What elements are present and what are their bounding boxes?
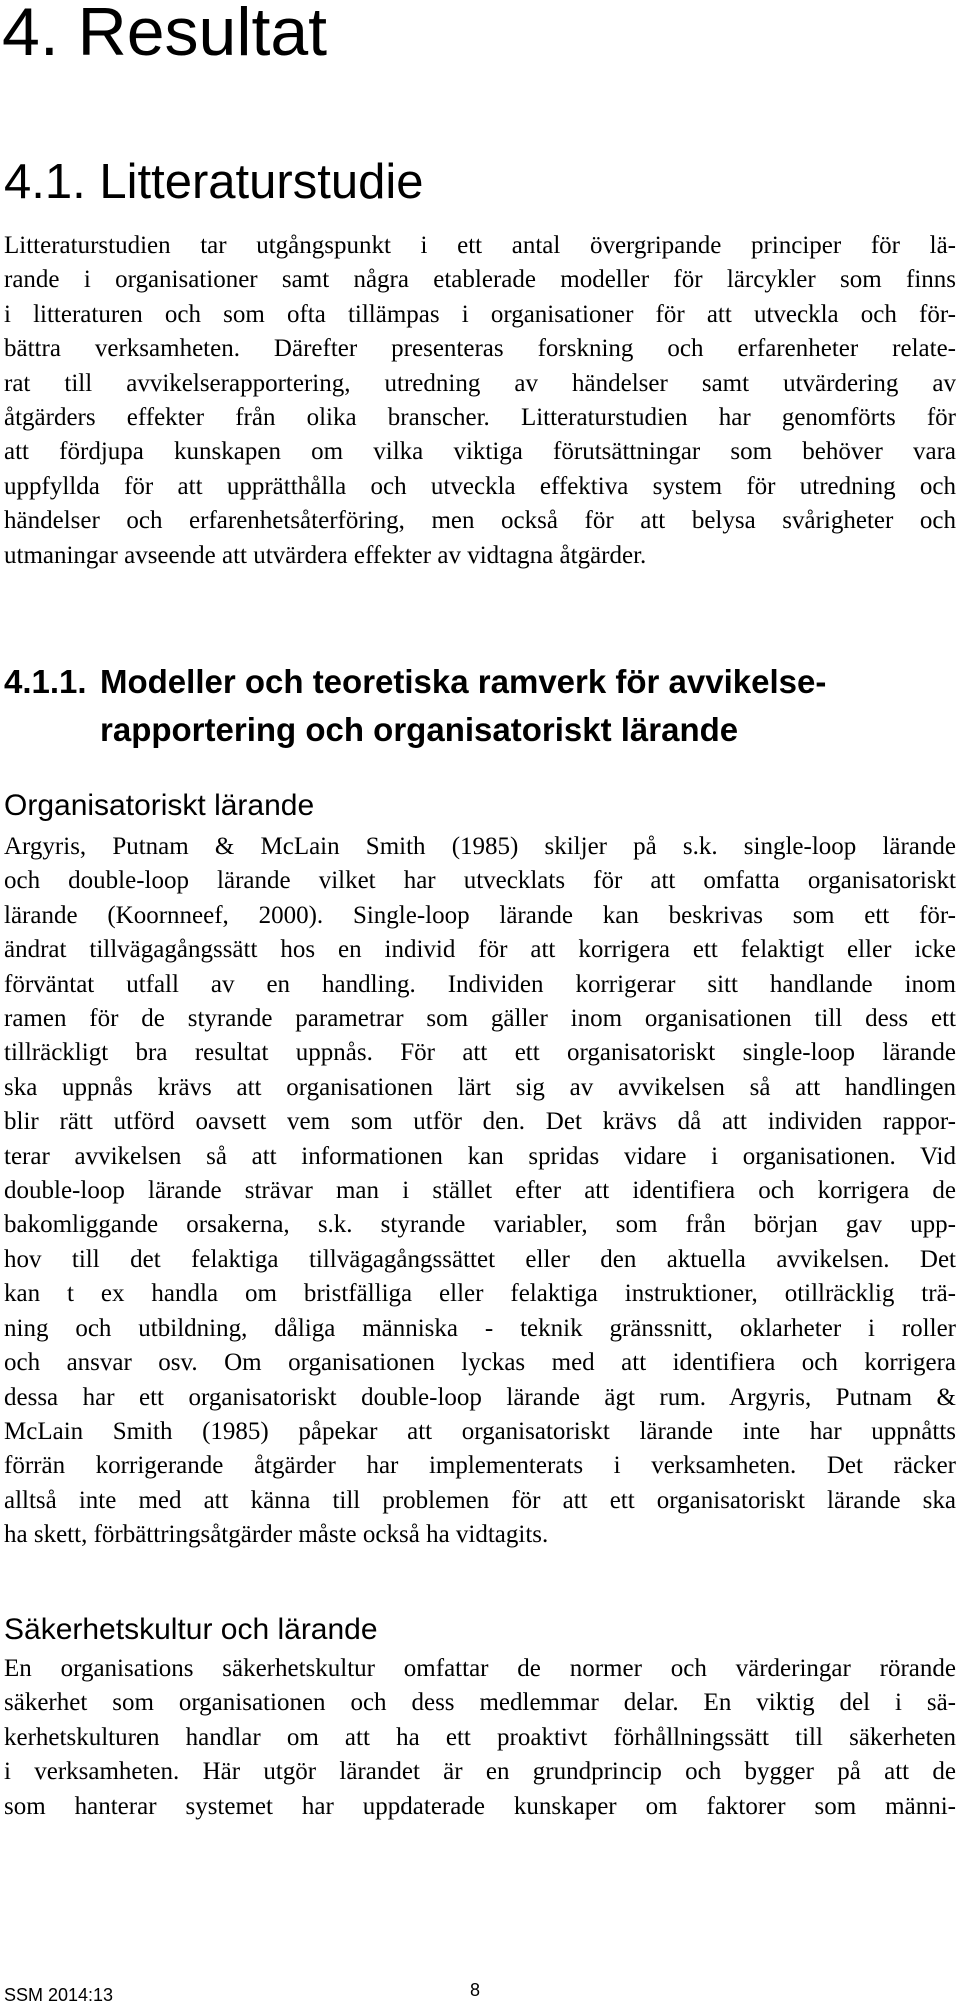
text-line: kan t ex handla om bristfälliga eller felaktiga instruktioner, otillräcklig trä- [4, 1280, 956, 1308]
text-line: utmaningar avseende att utvärdera effekter av vidtagna åtgärder. [4, 541, 647, 569]
text-line: händelser och erfarenhetsåterföring, men också för att belysa svårigheter och [4, 507, 956, 535]
text-line: ska uppnås krävs att organisationen lärt sig av avvikelsen så att handlingen [4, 1073, 956, 1101]
text-line: att fördjupa kunskapen om vilka viktiga förutsättningar som behöver vara [4, 438, 956, 466]
text-line: och ansvar osv. Om organisationen lyckas med att identifiera och korrigera [4, 1349, 956, 1377]
text-line: rande i organisationer samt några etablerade modeller för lärcykler som finns [4, 266, 956, 294]
text-line: rat till avvikelserapportering, utredning av händelser samt utvärdering av [4, 369, 956, 397]
text-line: uppfyllda för att upprätthålla och utveckla effektiva system för utredning och [4, 472, 956, 500]
subsection-heading: 4.1. Litteraturstudie [4, 155, 424, 209]
text-line: lärande (Koornneef, 2000). Single-loop lärande kan beskrivas som ett för- [4, 901, 956, 929]
subsubsection-title-line1: Modeller och teoretiska ramverk för avvikelse- [100, 663, 827, 700]
subsubsection-number: 4.1.1. [4, 663, 87, 700]
text-line: i litteraturen och som ofta tillämpas i organisationer för att utveckla och för- [4, 300, 956, 328]
subsubsection-heading [4, 658, 826, 754]
text-line: ramen för de styrande parametrar som gäller inom organisationen till dess ett [4, 1005, 956, 1033]
text-line: och double-loop lärande vilket har utvecklats för att omfatta organisatoriskt [4, 867, 956, 895]
footer-report-id: SSM 2014:13 [4, 1985, 114, 2005]
text-line: bakomliggande orsakerna, s.k. styrande variabler, som från början gav upp- [4, 1211, 956, 1239]
block-heading-organisational-learning: Organisatoriskt lärande [4, 789, 315, 822]
text-line: terar avvikelsen så att informationen kan spridas vidare i organisationen. Vid [4, 1142, 956, 1170]
text-line: alltså inte med att känna till problemen för att ett organisatoriskt lärande ska [4, 1486, 956, 1514]
text-line: double-loop lärande strävar man i stället efter att identifiera och korrigera de [4, 1177, 956, 1205]
section-heading: 4. Resultat [2, 0, 328, 70]
safety-culture-paragraph [4, 1652, 956, 1824]
subsubsection-title-line2: rapportering och organisatoriskt lärande [100, 711, 739, 748]
organisational-learning-paragraph [4, 830, 956, 1553]
text-line: McLain Smith (1985) påpekar att organisatoriskt lärande inte har uppnåtts [4, 1417, 956, 1445]
text-line: ha skett, förbättringsåtgärder måste också ha vidtagits. [4, 1521, 549, 1549]
text-line: En organisations säkerhetskultur omfattar de normer och värderingar rörande [4, 1655, 956, 1682]
text-line: förväntat utfall av en handling. Individen korrigerar sitt handlande inom [4, 970, 956, 998]
text-line: Litteraturstudien tar utgångspunkt i ett antal övergripande principer för lä- [4, 232, 956, 259]
text-line: tillräckligt bra resultat uppnås. För att ett organisatoriskt single-loop lärande [4, 1039, 956, 1067]
text-line: Argyris, Putnam & McLain Smith (1985) skiljer på s.k. single-loop lärande [4, 833, 956, 860]
text-line: kerhetskulturen handlar om att ha ett proaktivt förhållningssätt till säkerheten [4, 1723, 956, 1751]
footer-page-number: 8 [470, 1980, 481, 2000]
text-line: åtgärders effekter från olika branscher. Litteraturstudien har genomförts för [4, 404, 956, 432]
text-line: dessa har ett organisatoriskt double-loop lärande ägt rum. Argyris, Putnam & [4, 1383, 956, 1411]
text-line: ning och utbildning, dåliga människa - teknik gränssnitt, oklarheter i roller [4, 1314, 956, 1342]
text-line: i verksamheten. Här utgör lärandet är en grundprincip och bygger på att de [4, 1758, 956, 1786]
text-line: hov till det felaktiga tillvägagångssättet eller den aktuella avvikelsen. Det [4, 1245, 956, 1273]
text-line: säkerhet som organisationen och dess medlemmar delar. En viktig del i sä- [4, 1689, 956, 1717]
text-line: bättra verksamheten. Därefter presenteras forskning och erfarenheter relate- [4, 335, 956, 363]
text-line: blir rätt utförd oavsett vem som utför den. Det krävs då att individen rappor- [4, 1108, 956, 1136]
block-heading-safety-culture: Säkerhetskultur och lärande [4, 1613, 378, 1646]
text-line: ändrat tillvägagångssätt hos en individ för att korrigera ett felaktigt eller icke [4, 936, 956, 964]
intro-paragraph [4, 229, 956, 573]
text-line: som hanterar systemet har uppdaterade kunskaper om faktorer som männi- [4, 1792, 956, 1820]
text-line: förrän korrigerande åtgärder har implementerats i verksamheten. Det räcker [4, 1452, 956, 1480]
